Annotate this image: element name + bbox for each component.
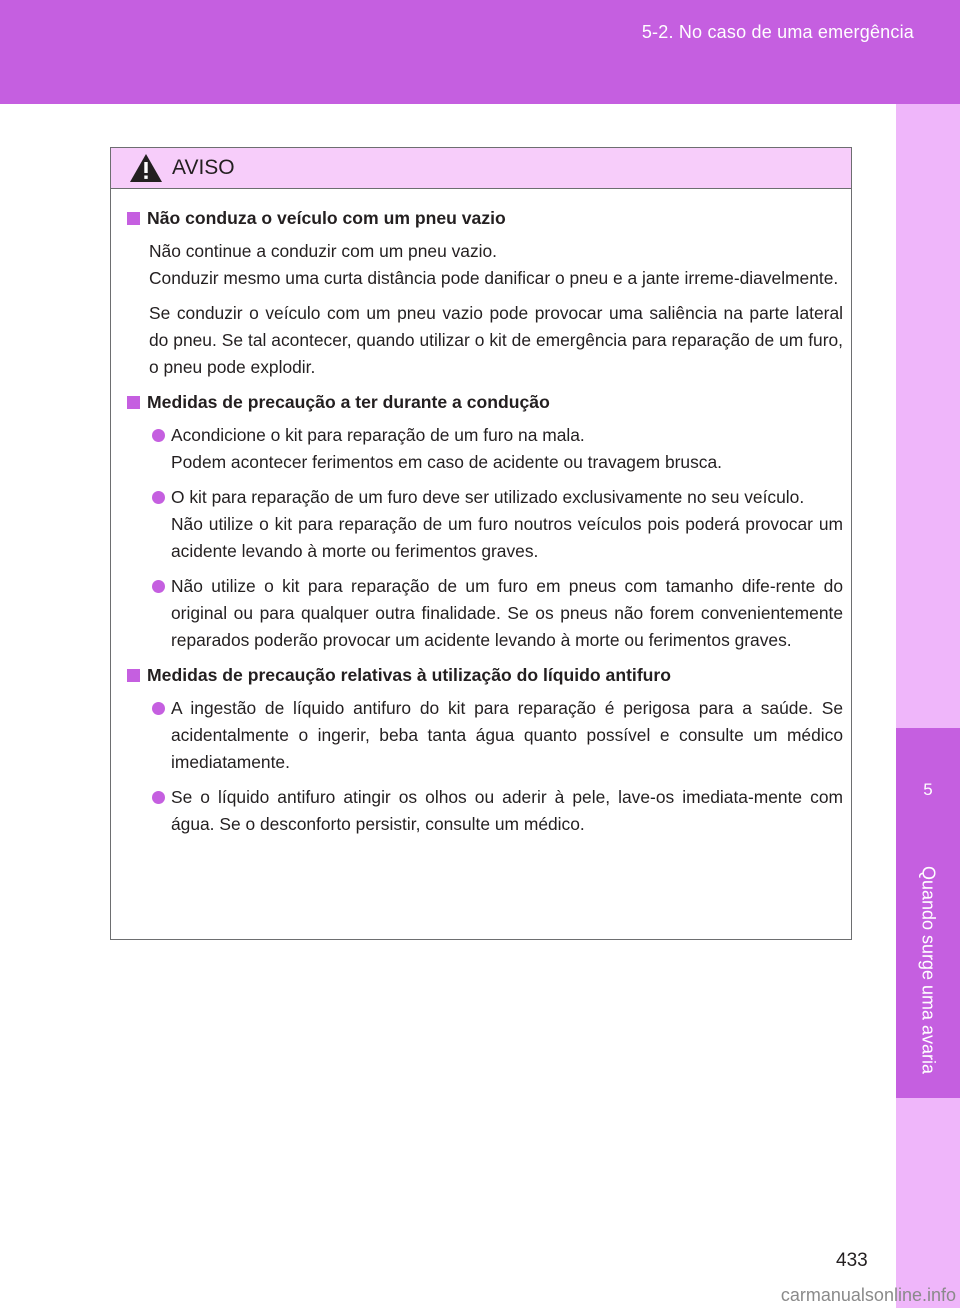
circle-bullet-icon — [152, 429, 165, 442]
paragraph: Se conduzir o veículo com um pneu vazio pode provocar uma saliência na parte lateral do pneu. Se tal acontecer, quando utilizar o kit de emergência para reparação de um furo, o pneu pode explodir. — [149, 303, 843, 377]
warning-title: AVISO — [172, 156, 235, 179]
section-title: Medidas de precaução a ter durante a condução — [127, 389, 843, 416]
chapter-number: 5 — [923, 780, 933, 799]
list-item: A ingestão de líquido antifuro do kit para reparação é perigosa para a saúde. Se acidentalmente o ingerir, beba tanta água quanto possível e consulte um médico imediatamente. — [127, 695, 843, 776]
circle-bullet-icon — [152, 580, 165, 593]
chapter-title: 5-2. No caso de uma emergência — [641, 22, 914, 42]
list-item: Acondicione o kit para reparação de um furo na mala. Podem acontecer ferimentos em caso de acidente ou travagem brusca. — [127, 422, 843, 476]
chapter-label: Quando surge uma avaria — [918, 865, 939, 1075]
list-item: Não utilize o kit para reparação de um furo em pneus com tamanho dife-rente do original ou para qualquer outra finalidade. Se os pneus não forem convenientemente reparados poderão provocar um acidente levando à morte ou ferimentos graves. — [127, 573, 843, 654]
square-bullet-icon — [127, 669, 140, 682]
section-title: Não conduza o veículo com um pneu vazio — [127, 205, 843, 232]
paragraph: Não continue a conduzir com um pneu vazio. Conduzir mesmo uma curta distância pode danificar o pneu e a jante irreme-diavelmente. — [149, 241, 839, 288]
circle-bullet-icon — [152, 491, 165, 504]
watermark: carmanualsonline.info — [780, 1285, 956, 1305]
square-bullet-icon — [127, 212, 140, 225]
warning-triangle-icon — [129, 153, 163, 183]
warning-box — [110, 147, 852, 940]
list-item: O kit para reparação de um furo deve ser utilizado exclusivamente no seu veículo. Não utilize o kit para reparação de um furo noutros veículos pois poderá provocar um acidente levando à morte ou ferimentos graves. — [127, 484, 843, 565]
warning-body — [111, 189, 851, 838]
list-item: Se o líquido antifuro atingir os olhos ou aderir à pele, lave-os imediata-mente com água. Se o desconforto persistir, consulte um médico. — [127, 784, 843, 838]
page-header — [0, 0, 960, 104]
page-number: 433 — [836, 1250, 868, 1271]
square-bullet-icon — [127, 396, 140, 409]
circle-bullet-icon — [152, 791, 165, 804]
side-tab-background — [896, 104, 960, 1308]
section-title: Medidas de precaução relativas à utilização do líquido antifuro — [127, 662, 843, 689]
warning-header — [111, 148, 851, 189]
circle-bullet-icon — [152, 702, 165, 715]
